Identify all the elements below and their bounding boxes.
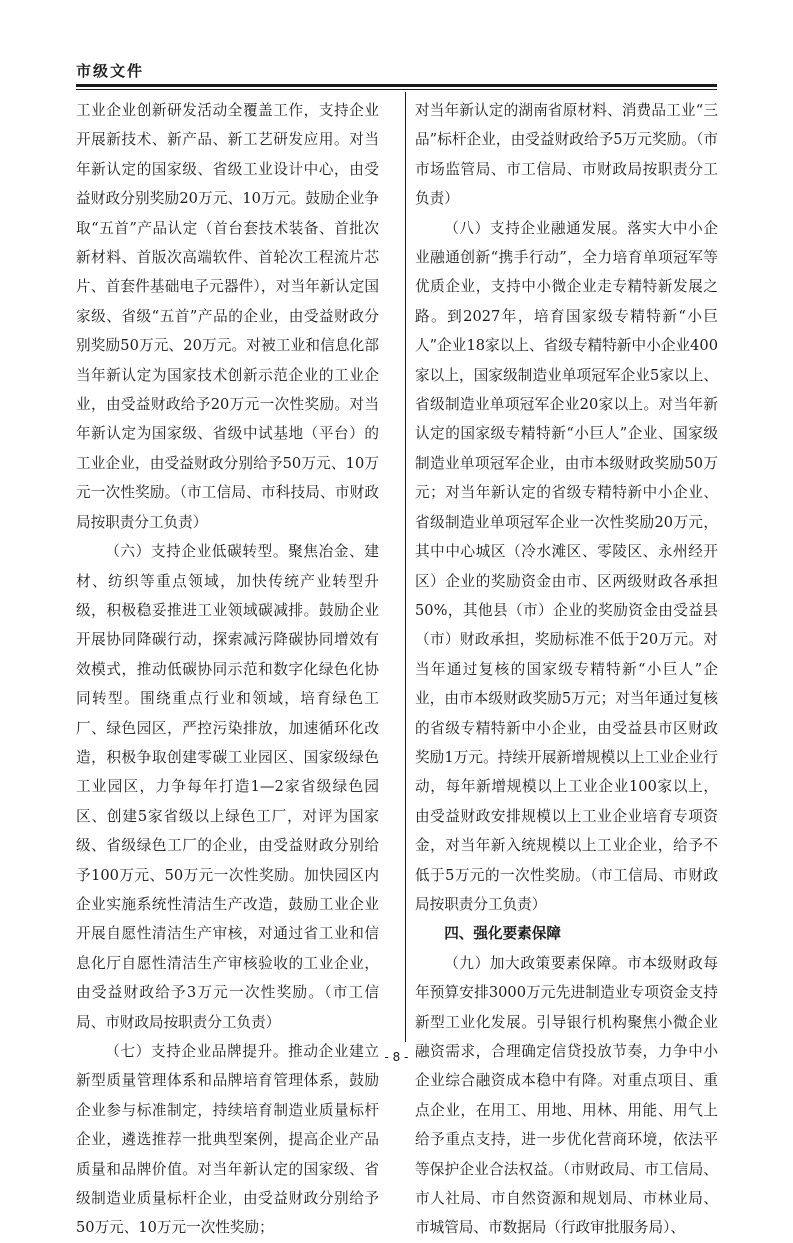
right-paragraph-1: 对当年新认定的湖南省原材料、消费品工业“三品”标杆企业，由受益财政给予5万元奖励。（市市场监管局、市工信局、市财政局按职责分工负责） [415, 102, 718, 208]
left-paragraph-1: 工业企业创新研发活动全覆盖工作，支持企业开展新技术、新产品、新工艺研发应用。对当年新认定的国家级、省级工业设计中心，由受益财政分别奖励20万元、10万元。鼓励企业争取“五首”产品认定（首台套技术装备、首批次新材料、首版次高端软件、首轮次工程流片芯片、首套件基础电子元器件），对当年新认定国家级、省级“五首”产品的企业，由受益财政分别奖励50万元、20万元。对被工业和信息化部当年新认定为国家技术创新示范企业的工业企业，由受益财政给予20万元一次性奖励。对当年新认定为国家级、省级中试基地（平台）的工业企业，由受益财政分别给予50万元、10万元一次性奖励。（市工信局、市科技局、市财政局按职责分工负责） [76, 102, 379, 531]
column-divider [405, 92, 406, 1042]
header-rule-thick [76, 84, 717, 87]
right-paragraph-3: （九）加大政策要素保障。市本级财政每年预算安排3000万元先进制造业专项资金支持新型工业化发展。引导银行机构聚焦小微企业融资需求，合理确定信贷投放节奏，力争中小企业综合融资成本稳中有降。对重点项目、重点企业，在用工、用地、用林、用能、用气上给予重点支持，进一步优化营商环境，依法平等保护企业合法权益。（市财政局、市工信局、市人社局、市自然资源和规划局、市林业局、市城管局、市数据局（行政审批服务局）、 [415, 954, 718, 1237]
right-column [415, 96, 718, 1237]
header-rule-thin [76, 89, 717, 90]
section-heading: 四、强化要素保障 [444, 925, 561, 943]
left-column [76, 96, 379, 1237]
document-header-title: 市级文件 [76, 62, 145, 80]
left-paragraph-3: （七）支持企业品牌提升。推动企业建立新型质量管理体系和品牌培育管理体系，鼓励企业参与标准制定，持续培育制造业质量标杆企业，遴选推荐一批典型案例，提高企业产品质量和品牌价值。对当年新认定的国家级、省级制造业质量标杆企业，由受益财政分别给予50万元、10万元一次性奖励； [76, 1043, 379, 1237]
page-number: - 8 - [384, 1050, 409, 1064]
left-paragraph-2: （六）支持企业低碳转型。聚焦冶金、建材、纺织等重点领域，加快传统产业转型升级，积极稳妥推进工业领域碳减排。鼓励企业开展协同降碳行动，探索减污降碳协同增效有效模式，推动低碳协同示范和数字化绿色化协同转型。围绕重点行业和领域，培育绿色工厂、绿色园区，严控污染排放，加速循环化改造，积极争取创建零碳工业园区、国家级绿色工业园区，力争每年打造1—2家省级绿色园区、创建5家省级以上绿色工厂，对评为国家级、省级绿色工厂的企业，由受益财政分别给予100万元、50万元一次性奖励。加快园区内企业实施系统性清洁生产改造，鼓励工业企业开展自愿性清洁生产审核，对通过省工业和信息化厅自愿性清洁生产审核验收的工业企业，由受益财政给予3万元一次性奖励。（市工信局、市财政局按职责分工负责） [76, 543, 379, 1031]
right-paragraph-2: （八）支持企业融通发展。落实大中小企业融通创新“携手行动”，全力培育单项冠军等优质企业，支持中小微企业走专精特新发展之路。到2027年，培育国家级专精特新“小巨人”企业18家以上、省级专精特新中小企业400家以上，国家级制造业单项冠军企业5家以上、省级制造业单项冠军企业20家以上。对当年新认定的国家级专精特新“小巨人”企业、国家级制造业单项冠军企业，由市本级财政奖励50万元；对当年新认定的省级专精特新中小企业、省级制造业单项冠军企业一次性奖励20万元，其中中心城区（冷水滩区、零陵区、永州经开区）企业的奖励资金由市、区两级财政各承担50%，其他县（市）企业的奖励资金由受益县（市）财政承担，奖励标准不低于20万元。对当年通过复核的国家级专精特新“小巨人”企业，由市本级财政奖励5万元；对当年通过复核的省级专精特新中小企业，由受益县市区财政奖励1万元。持续开展新增规模以上工业企业行动，每年新增规模以上工业企业100家以上，由受益财政安排规模以上工业企业培育专项资金，对当年新入统规模以上工业企业，给予不低于5万元的一次性奖励。（市工信局、市财政局按职责分工负责） [415, 219, 718, 913]
